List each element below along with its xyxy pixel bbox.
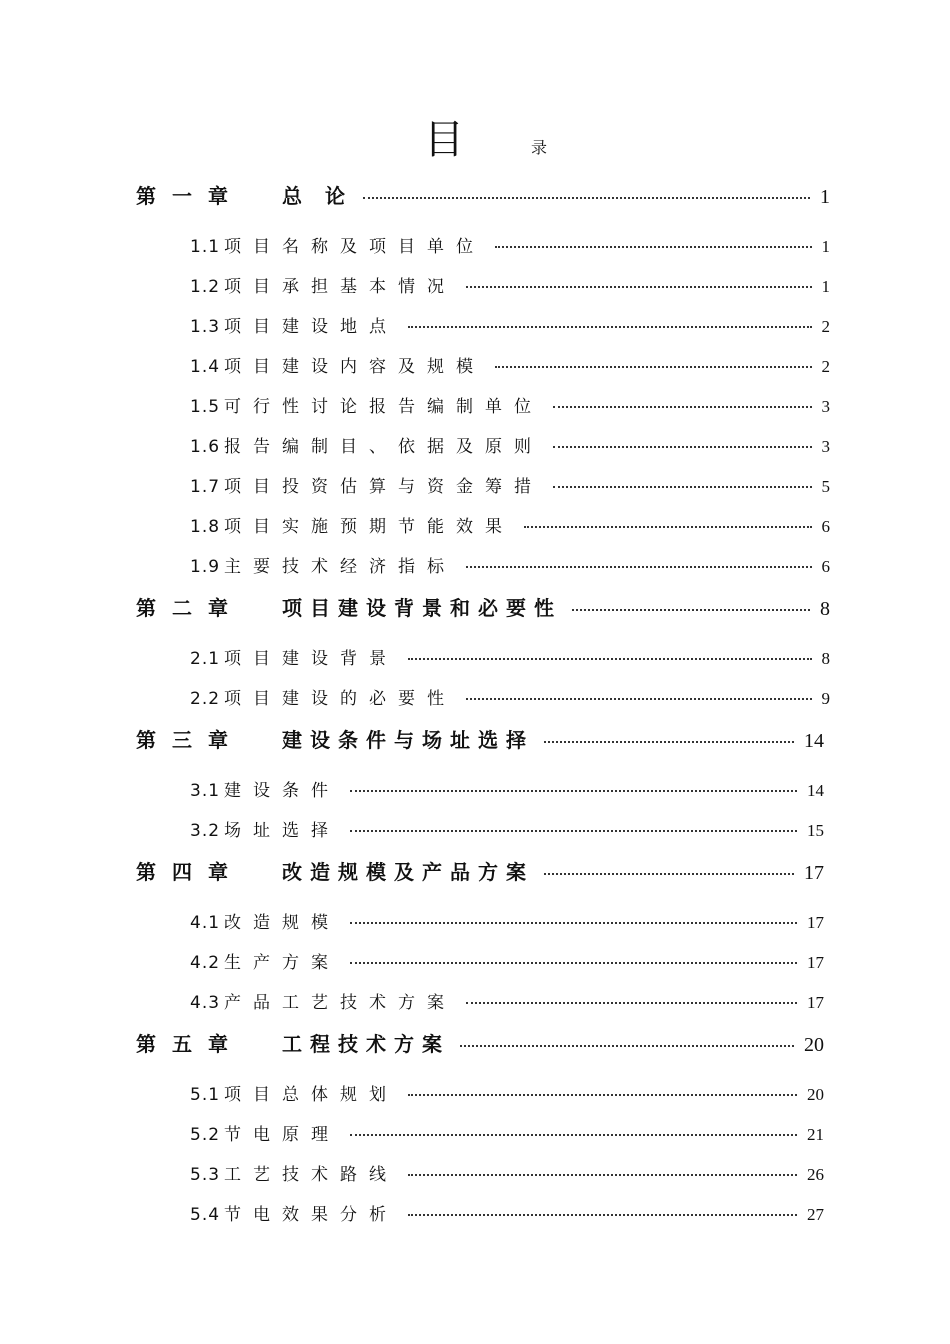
toc-section-entry[interactable] — [190, 776, 824, 801]
toc-entry-number: 5.3 — [190, 1165, 221, 1185]
toc-entry-number: 4.3 — [190, 993, 221, 1013]
toc-dot-leader — [466, 698, 811, 700]
toc-page-number: 6 — [821, 517, 830, 536]
toc-section-entry[interactable] — [190, 352, 830, 377]
toc-entry-label — [190, 684, 456, 709]
toc-page-number: 20 — [804, 1034, 824, 1056]
toc-entry-text: 项目名称及项目单位 — [224, 237, 486, 257]
toc-dot-leader — [466, 1002, 797, 1004]
toc-section-entry[interactable] — [190, 512, 830, 537]
toc-entry-label — [190, 988, 456, 1013]
toc-entry-label — [190, 816, 340, 841]
toc-entry-text: 项目建设内容及规模 — [224, 357, 486, 377]
toc-page-number: 15 — [807, 821, 824, 840]
toc-entry-label — [190, 776, 340, 801]
toc-dot-leader — [408, 326, 811, 328]
toc-section-entry[interactable] — [190, 312, 830, 337]
toc-entry-text: 产品工艺技术方案 — [224, 993, 457, 1013]
toc-dot-leader — [495, 366, 811, 368]
toc-entry-text: 节电原理 — [224, 1125, 341, 1145]
toc-entry-number: 2.2 — [190, 689, 221, 709]
toc-dot-leader — [572, 609, 810, 611]
toc-dot-leader — [408, 1214, 797, 1216]
toc-entry-number: 1.2 — [190, 277, 221, 297]
toc-entry-number: 5.2 — [190, 1125, 221, 1145]
toc-entry-number: 1.6 — [190, 437, 221, 457]
toc-chapter-entry[interactable] — [136, 1028, 824, 1057]
toc-entry-label — [190, 1200, 398, 1225]
toc-dot-leader — [350, 830, 797, 832]
toc-entry-label — [190, 908, 340, 933]
toc-entry-text: 生产方案 — [224, 953, 341, 973]
toc-entry-text: 项目投资估算与资金筹措 — [224, 477, 544, 497]
toc-chapter-entry[interactable] — [136, 592, 830, 621]
toc-section-entry[interactable] — [190, 392, 830, 417]
toc-entry-text: 项目建设地点 — [224, 317, 399, 337]
toc-title — [0, 118, 950, 168]
toc-dot-leader — [466, 566, 811, 568]
toc-dot-leader — [408, 1094, 797, 1096]
toc-entry-text: 总 论 — [282, 184, 353, 208]
toc-entry-number: 3.1 — [190, 781, 221, 801]
toc-dot-leader — [466, 286, 811, 288]
toc-entry-label — [190, 512, 514, 537]
toc-section-entry[interactable] — [190, 232, 830, 257]
toc-entry-text: 项目建设背景和必要性 — [282, 596, 562, 620]
toc-entry-number: 第二章 — [136, 596, 244, 620]
toc-page-number: 17 — [804, 862, 824, 884]
toc-entry-label — [190, 392, 543, 417]
toc-entry-number: 2.1 — [190, 649, 221, 669]
toc-dot-leader — [350, 962, 797, 964]
toc-page-number: 1 — [821, 237, 830, 256]
toc-section-entry[interactable] — [190, 552, 830, 577]
toc-entry-label — [136, 856, 534, 885]
toc-entry-text: 节电效果分析 — [224, 1205, 399, 1225]
toc-entry-number: 1.1 — [190, 237, 221, 257]
toc-entry-label — [190, 472, 543, 497]
toc-dot-leader — [363, 197, 810, 199]
toc-chapter-entry[interactable] — [136, 724, 824, 753]
toc-chapter-entry[interactable] — [136, 856, 824, 885]
toc-dot-leader — [408, 1174, 797, 1176]
toc-title-sub: 录 — [531, 138, 548, 157]
toc-entry-number: 1.9 — [190, 557, 221, 577]
toc-section-entry[interactable] — [190, 1200, 824, 1225]
toc-page-number: 17 — [807, 993, 824, 1012]
toc-entry-text: 报告编制目、依据及原则 — [224, 437, 544, 457]
toc-page-number: 9 — [821, 689, 830, 708]
toc-page-number: 1 — [820, 186, 830, 208]
toc-entry-number: 第四章 — [136, 860, 244, 884]
toc-section-entry[interactable] — [190, 644, 830, 669]
toc-dot-leader — [553, 446, 811, 448]
toc-entry-number: 5.4 — [190, 1205, 221, 1225]
toc-entry-text: 改造规模及产品方案 — [282, 860, 534, 884]
toc-page-number: 17 — [807, 953, 824, 972]
toc-dot-leader — [350, 922, 797, 924]
toc-entry-number: 3.2 — [190, 821, 221, 841]
toc-entry-label — [190, 272, 456, 297]
toc-page-number: 3 — [821, 397, 830, 416]
toc-entry-text: 场址选择 — [224, 821, 341, 841]
toc-section-entry[interactable] — [190, 1080, 824, 1105]
toc-entry-text: 主要技术经济指标 — [224, 557, 457, 577]
toc-entry-number: 5.1 — [190, 1085, 221, 1105]
toc-entry-label — [136, 592, 562, 621]
toc-page-number: 1 — [821, 277, 830, 296]
toc-page-number: 27 — [807, 1205, 824, 1224]
toc-entry-number: 4.2 — [190, 953, 221, 973]
toc-section-entry[interactable] — [190, 1160, 824, 1185]
toc-section-entry[interactable] — [190, 816, 824, 841]
toc-entry-label — [190, 1160, 398, 1185]
toc-entry-label — [190, 1080, 398, 1105]
toc-entry-label — [190, 1120, 340, 1145]
toc-entry-number: 1.4 — [190, 357, 221, 377]
toc-entry-text: 建设条件与场址选择 — [282, 728, 534, 752]
toc-entry-text: 项目建设背景 — [224, 649, 399, 669]
toc-page-number: 17 — [807, 913, 824, 932]
toc-page-number: 3 — [821, 437, 830, 456]
toc-entry-label — [190, 352, 485, 377]
toc-entry-text: 改造规模 — [224, 913, 341, 933]
toc-chapter-entry[interactable] — [136, 180, 830, 209]
toc-entry-number: 第三章 — [136, 728, 244, 752]
toc-section-entry[interactable] — [190, 1120, 824, 1145]
toc-entry-label — [190, 644, 398, 669]
toc-entry-text: 工艺技术路线 — [224, 1165, 399, 1185]
toc-page-number: 2 — [821, 317, 830, 336]
toc-section-entry[interactable] — [190, 272, 830, 297]
toc-dot-leader — [350, 1134, 797, 1136]
toc-entry-label — [136, 1028, 450, 1057]
toc-page-number: 21 — [807, 1125, 824, 1144]
toc-entry-number: 4.1 — [190, 913, 221, 933]
toc-entry-label — [190, 432, 543, 457]
toc-entry-label — [190, 552, 456, 577]
toc-page-number: 26 — [807, 1165, 824, 1184]
toc-entry-text: 建设条件 — [224, 781, 341, 801]
toc-page-number: 5 — [821, 477, 830, 496]
toc-page-number: 14 — [807, 781, 824, 800]
toc-entry-text: 工程技术方案 — [282, 1032, 450, 1056]
toc-entry-label — [136, 180, 353, 209]
toc-page-number: 2 — [821, 357, 830, 376]
toc-entry-text: 可行性讨论报告编制单位 — [224, 397, 544, 417]
toc-section-entry[interactable] — [190, 988, 824, 1013]
toc-entry-label — [190, 232, 485, 257]
toc-dot-leader — [408, 658, 811, 660]
toc-entry-number: 1.7 — [190, 477, 221, 497]
toc-entry-text: 项目总体规划 — [224, 1085, 399, 1105]
toc-section-entry[interactable] — [190, 432, 830, 457]
toc-entry-label — [136, 724, 534, 753]
toc-dot-leader — [350, 790, 797, 792]
toc-entry-text: 项目承担基本情况 — [224, 277, 457, 297]
toc-entry-number: 1.8 — [190, 517, 221, 537]
toc-entry-number: 第五章 — [136, 1032, 244, 1056]
toc-page-number: 14 — [804, 730, 824, 752]
toc-entry-number: 第一章 — [136, 184, 244, 208]
toc-title-main: 目 — [424, 117, 464, 163]
toc-page-number: 6 — [821, 557, 830, 576]
toc-dot-leader — [544, 741, 794, 743]
toc-dot-leader — [544, 873, 794, 875]
toc-entry-text: 项目建设的必要性 — [224, 689, 457, 709]
toc-entry-number: 1.5 — [190, 397, 221, 417]
toc-page-number: 8 — [821, 649, 830, 668]
toc-entry-label — [190, 312, 398, 337]
toc-dot-leader — [553, 486, 811, 488]
toc-section-entry[interactable] — [190, 908, 824, 933]
toc-dot-leader — [460, 1045, 794, 1047]
toc-dot-leader — [495, 246, 811, 248]
toc-page-number: 20 — [807, 1085, 824, 1104]
toc-section-entry[interactable] — [190, 472, 830, 497]
toc-dot-leader — [524, 526, 811, 528]
toc-section-entry[interactable] — [190, 948, 824, 973]
toc-page-number: 8 — [820, 598, 830, 620]
toc-entry-label — [190, 948, 340, 973]
toc-entry-number: 1.3 — [190, 317, 221, 337]
toc-section-entry[interactable] — [190, 684, 830, 709]
toc-dot-leader — [553, 406, 811, 408]
toc-entry-text: 项目实施预期节能效果 — [224, 517, 515, 537]
